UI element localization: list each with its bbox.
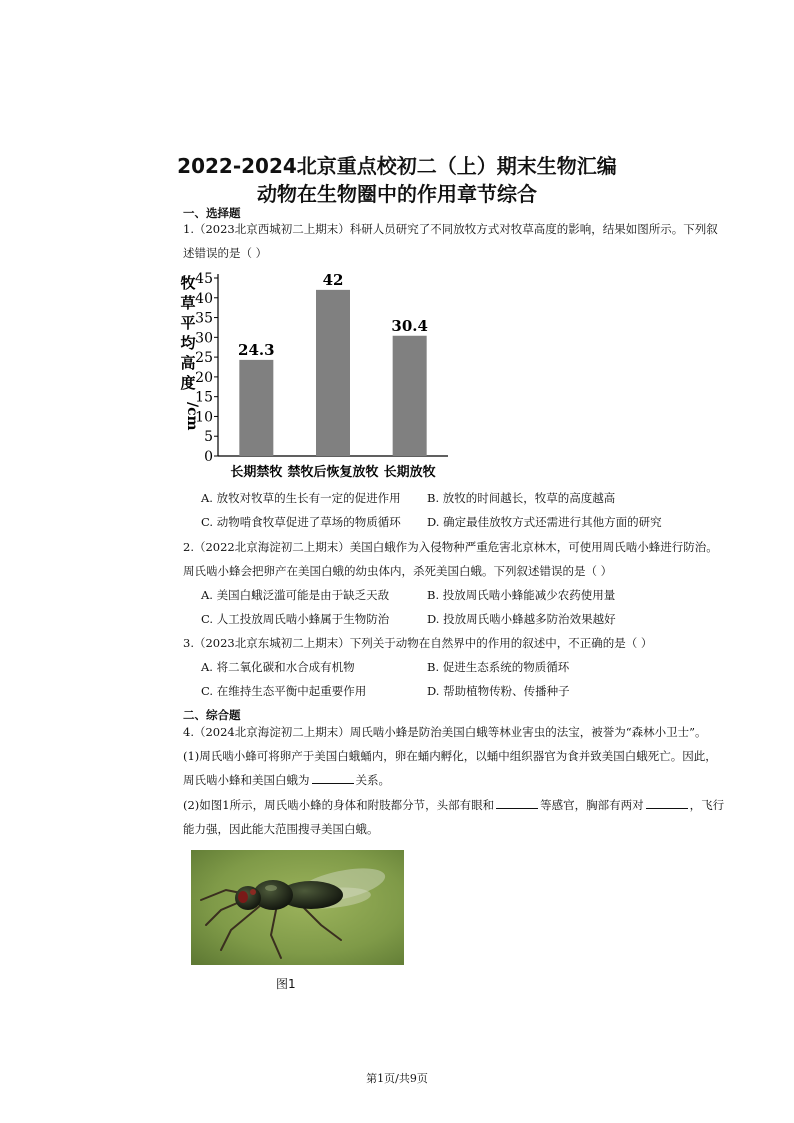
- q1-option-d: D. 确定最佳放牧方式还需进行其他方面的研究: [427, 515, 662, 529]
- q4-part1-line2: [183, 772, 390, 788]
- q3-option-d: D. 帮助植物传粉、传播种子: [427, 684, 570, 698]
- q4-blank-sense-organ[interactable]: [496, 797, 538, 809]
- q4-stem: 4.（2024北京海淀初二上期末）周氏啮小蜂是防治美国白蛾等林业害虫的法宝，被誉为“森林小卫士”。: [183, 725, 707, 739]
- q1-stem-line1: 1.（2023北京西城初二上期末）科研人员研究了不同放牧方式对牧草高度的影响，结果如图所示。下列叙: [183, 222, 718, 236]
- y-tick-label: 45: [195, 271, 213, 287]
- q1-option-a: A. 放牧对牧草的生长有一定的促进作用: [201, 491, 401, 505]
- section1-heading: 一、选择题: [183, 206, 241, 220]
- wasp-photo: [191, 850, 404, 965]
- q4-part1-text-b: 关系。: [355, 773, 390, 787]
- y-tick-label: 20: [195, 369, 213, 386]
- y-axis-label-char: 高: [180, 354, 196, 372]
- y-axis-label-unit: /cm: [184, 402, 200, 431]
- q2-option-b: B. 投放周氏啮小蜂能减少农药使用量: [427, 588, 616, 602]
- q2-stem-line1: 2.（2022北京海淀初二上期末）美国白蛾作为入侵物种严重危害北京林木，可使用周氏啮小蜂进行防治。: [183, 540, 718, 554]
- y-tick-label: 15: [195, 389, 213, 406]
- q2-stem-line2: 周氏啮小蜂会把卵产在美国白蛾的幼虫体内，杀死美国白蛾。下列叙述错误的是（ ）: [183, 564, 613, 578]
- q3-option-c: C. 在维持生态平衡中起重要作用: [201, 684, 367, 698]
- q1-stem-line2: 述错误的是（ ）: [183, 246, 268, 260]
- y-axis-label-char: 平: [180, 314, 196, 332]
- figure-caption: 图1: [276, 977, 296, 991]
- y-tick-label: 25: [195, 350, 213, 367]
- y-axis-label-char: 牧: [180, 274, 196, 292]
- y-tick-label: 0: [204, 449, 213, 465]
- y-tick-label: 5: [204, 429, 213, 446]
- y-axis-label-char: 度: [180, 374, 196, 392]
- section2-heading: 二、综合题: [183, 708, 241, 722]
- q4-part2-text-c: ，飞行: [689, 798, 725, 812]
- bar: [239, 360, 273, 456]
- y-tick-label: 30: [195, 330, 213, 347]
- y-axis-label-char: 均: [180, 334, 196, 352]
- bar: [393, 336, 427, 456]
- page-footer: 第1页/共9页: [366, 1072, 428, 1085]
- bar-value-label: 42: [322, 270, 344, 289]
- q2-option-c: C. 人工投放周氏啮小蜂属于生物防治: [201, 612, 390, 626]
- y-axis-label-char: 草: [180, 294, 196, 312]
- q3-stem: 3.（2023北京东城初二上期末）下列关于动物在自然界中的作用的叙述中，不正确的是（ ）: [183, 636, 653, 650]
- bar-value-label: 30.4: [391, 316, 428, 335]
- x-category-label: 长期禁牧: [230, 465, 283, 480]
- pasture-height-bar-chart: [176, 264, 456, 486]
- q4-part2-text-b: 等感官，胸部有两对: [540, 798, 644, 812]
- q2-option-a: A. 美国白蛾泛滥可能是由于缺乏天敌: [201, 588, 390, 602]
- q4-part2-line2: 能力强，因此能大范围搜寻美国白蛾。: [183, 822, 379, 836]
- doc-title-line1: 2022-2024北京重点校初二（上）期末生物汇编: [177, 154, 617, 178]
- q4-part1-text-a: 周氏啮小蜂和美国白蛾为: [183, 773, 310, 787]
- y-tick-label: 35: [195, 310, 213, 327]
- q3-option-b: B. 促进生态系统的物质循环: [427, 660, 570, 674]
- q4-blank-wings[interactable]: [646, 797, 688, 809]
- y-tick-label: 10: [195, 409, 213, 426]
- q4-part1-line1: (1)周氏啮小蜂可将卵产于美国白蛾蛹内，卵在蛹内孵化，以蛹中组织器官为食并致美国白蛾死亡。因此，: [183, 749, 717, 763]
- q4-part2-line1: [183, 797, 724, 813]
- q3-option-a: A. 将二氧化碳和水合成有机物: [201, 660, 355, 674]
- q4-part2-text-a: (2)如图1所示，周氏啮小蜂的身体和附肢都分节，头部有眼和: [183, 798, 495, 812]
- q1-option-b: B. 放牧的时间越长，牧草的高度越高: [427, 491, 616, 505]
- x-category-label: 长期放牧: [383, 465, 436, 480]
- bar-value-label: 24.3: [238, 340, 275, 359]
- doc-title-line2: 动物在生物圈中的作用章节综合: [257, 182, 537, 206]
- x-category-label: 禁牧后恢复放牧: [287, 465, 379, 480]
- q1-option-c: C. 动物啃食牧草促进了草场的物质循环: [201, 515, 401, 529]
- q4-blank-relationship[interactable]: [312, 772, 354, 784]
- bar: [316, 290, 350, 456]
- y-tick-label: 40: [195, 290, 213, 307]
- q2-option-d: D. 投放周氏啮小蜂越多防治效果越好: [427, 612, 616, 626]
